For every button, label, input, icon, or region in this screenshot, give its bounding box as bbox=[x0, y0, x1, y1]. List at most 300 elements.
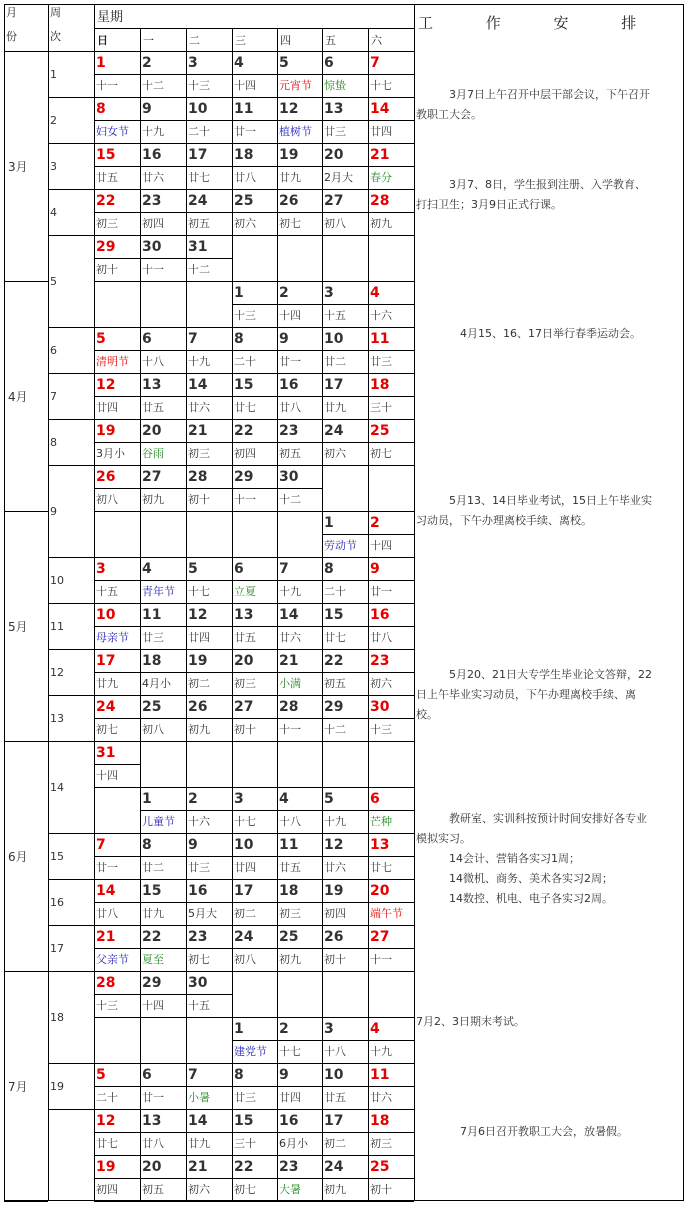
lunar-label: 植树节 bbox=[279, 125, 312, 138]
day-number: 28 bbox=[370, 192, 390, 209]
grid-line-horizontal bbox=[48, 1063, 94, 1064]
lunar-label: 初十 bbox=[96, 263, 118, 276]
grid-line-horizontal bbox=[4, 971, 48, 972]
month-header-line-1: 月 bbox=[6, 6, 17, 19]
grid-line-horizontal bbox=[94, 281, 414, 282]
lunar-label: 廿六 bbox=[142, 171, 164, 184]
day-number: 22 bbox=[234, 422, 254, 439]
grid-line-horizontal bbox=[140, 994, 186, 995]
day-number: 14 bbox=[370, 100, 390, 117]
lunar-label: 初五 bbox=[324, 677, 346, 690]
lunar-label: 十七 bbox=[370, 79, 392, 92]
week-number: 16 bbox=[50, 895, 64, 909]
day-number: 8 bbox=[142, 836, 152, 853]
grid-line-horizontal bbox=[277, 626, 322, 627]
week-number: 8 bbox=[50, 435, 57, 449]
lunar-label: 十一 bbox=[142, 263, 164, 276]
day-number: 29 bbox=[324, 698, 344, 715]
grid-line-horizontal bbox=[4, 741, 48, 742]
lunar-label: 劳动节 bbox=[324, 539, 357, 552]
grid-line-horizontal bbox=[94, 580, 140, 581]
lunar-label: 十四 bbox=[234, 79, 256, 92]
note-line: 7月6日召开教职工大会，放暑假。 bbox=[416, 1125, 628, 1138]
lunar-label: 初九 bbox=[188, 723, 210, 736]
lunar-label: 初三 bbox=[279, 907, 301, 920]
grid-line-horizontal bbox=[186, 948, 232, 949]
day-number: 3 bbox=[188, 54, 198, 71]
grid-line-horizontal bbox=[322, 442, 368, 443]
work-plan-note bbox=[414, 971, 683, 1063]
lunar-label: 母亲节 bbox=[96, 631, 129, 644]
work-plan-note bbox=[414, 51, 683, 143]
day-number: 24 bbox=[234, 928, 254, 945]
grid-line-horizontal bbox=[48, 695, 94, 696]
lunar-label: 十三 bbox=[234, 309, 256, 322]
grid-line-vertical bbox=[322, 28, 323, 1200]
day-number: 10 bbox=[96, 606, 116, 623]
lunar-label: 廿八 bbox=[279, 401, 301, 414]
lunar-label: 初七 bbox=[96, 723, 118, 736]
day-number: 20 bbox=[324, 146, 344, 163]
day-number: 8 bbox=[324, 560, 334, 577]
lunar-label: 廿四 bbox=[370, 125, 392, 138]
grid-line-horizontal bbox=[277, 304, 322, 305]
lunar-label: 廿六 bbox=[324, 861, 346, 874]
grid-line-horizontal bbox=[322, 1178, 368, 1179]
day-number: 25 bbox=[234, 192, 254, 209]
grid-line-vertical bbox=[4, 4, 5, 1201]
lunar-label: 初八 bbox=[324, 217, 346, 230]
week-number: 6 bbox=[50, 343, 57, 357]
grid-line-horizontal bbox=[140, 396, 186, 397]
day-number: 24 bbox=[324, 1158, 344, 1175]
note-line: 教职工大会。 bbox=[416, 108, 482, 121]
note-line: 习动员，下午办理离校手续、离校。 bbox=[416, 514, 592, 527]
lunar-label: 初七 bbox=[234, 1183, 256, 1196]
day-number: 11 bbox=[370, 1066, 390, 1083]
grid-line-horizontal bbox=[48, 327, 94, 328]
lunar-label: 十五 bbox=[188, 999, 210, 1012]
grid-line-vertical bbox=[277, 28, 278, 1200]
lunar-label: 十七 bbox=[279, 1045, 301, 1058]
grid-line-horizontal bbox=[140, 718, 186, 719]
grid-line-horizontal bbox=[232, 442, 277, 443]
grid-line-horizontal bbox=[94, 925, 414, 926]
day-number: 17 bbox=[96, 652, 116, 669]
lunar-label: 十八 bbox=[279, 815, 301, 828]
lunar-label: 大暑 bbox=[279, 1183, 301, 1196]
grid-line-horizontal bbox=[232, 626, 277, 627]
grid-line-horizontal bbox=[368, 948, 414, 949]
day-number: 24 bbox=[188, 192, 208, 209]
grid-line-horizontal bbox=[48, 97, 94, 98]
lunar-label: 初四 bbox=[142, 217, 164, 230]
grid-line-horizontal bbox=[94, 994, 140, 995]
grid-line-horizontal bbox=[140, 350, 186, 351]
day-number: 5 bbox=[324, 790, 334, 807]
lunar-label: 廿九 bbox=[188, 1137, 210, 1150]
month-header-line-2: 份 bbox=[6, 30, 17, 43]
note-line: 打扫卫生；3月9日正式行课。 bbox=[416, 198, 562, 211]
grid-line-horizontal bbox=[368, 166, 414, 167]
lunar-label: 初六 bbox=[188, 1183, 210, 1196]
grid-line-horizontal bbox=[368, 672, 414, 673]
day-number: 11 bbox=[279, 836, 299, 853]
grid-line-horizontal bbox=[94, 120, 140, 121]
lunar-label: 初三 bbox=[188, 447, 210, 460]
grid-line-horizontal bbox=[94, 1201, 414, 1202]
week-number: 18 bbox=[50, 1010, 64, 1024]
lunar-label: 端午节 bbox=[370, 907, 403, 920]
grid-line-horizontal bbox=[94, 741, 414, 742]
grid-line-horizontal bbox=[94, 511, 414, 512]
day-number: 19 bbox=[279, 146, 299, 163]
grid-line-horizontal bbox=[186, 580, 232, 581]
grid-line-horizontal bbox=[232, 1132, 277, 1133]
day-number: 22 bbox=[324, 652, 344, 669]
grid-line-horizontal bbox=[368, 212, 414, 213]
grid-line-horizontal bbox=[94, 488, 140, 489]
grid-line-horizontal bbox=[140, 856, 186, 857]
lunar-label: 廿八 bbox=[370, 631, 392, 644]
lunar-label: 十一 bbox=[279, 723, 301, 736]
grid-line-horizontal bbox=[368, 1178, 414, 1179]
lunar-label: 初十 bbox=[370, 1183, 392, 1196]
grid-line-horizontal bbox=[368, 810, 414, 811]
day-number: 5 bbox=[96, 1066, 106, 1083]
grid-line-horizontal bbox=[368, 396, 414, 397]
grid-line-horizontal bbox=[277, 74, 322, 75]
lunar-label: 十三 bbox=[96, 999, 118, 1012]
grid-line-horizontal bbox=[94, 143, 414, 144]
lunar-label: 6月小 bbox=[279, 1137, 308, 1150]
lunar-label: 廿一 bbox=[370, 585, 392, 598]
lunar-label: 初八 bbox=[142, 723, 164, 736]
lunar-label: 十三 bbox=[188, 79, 210, 92]
lunar-label: 廿四 bbox=[279, 1091, 301, 1104]
lunar-label: 初二 bbox=[234, 907, 256, 920]
grid-line-horizontal bbox=[48, 189, 94, 190]
day-number: 17 bbox=[324, 376, 344, 393]
lunar-label: 十二 bbox=[142, 79, 164, 92]
note-line: 日上午毕业实习动员，下午办理离校手续、离 bbox=[416, 688, 636, 701]
grid-line-horizontal bbox=[368, 902, 414, 903]
grid-line-horizontal bbox=[48, 833, 94, 834]
lunar-label: 廿一 bbox=[234, 125, 256, 138]
grid-line-horizontal bbox=[322, 350, 368, 351]
grid-line-horizontal bbox=[4, 511, 48, 512]
grid-line-horizontal bbox=[48, 649, 94, 650]
grid-line-horizontal bbox=[186, 442, 232, 443]
lunar-label: 初九 bbox=[324, 1183, 346, 1196]
lunar-label: 春分 bbox=[370, 171, 392, 184]
day-number: 7 bbox=[96, 836, 106, 853]
grid-line-horizontal bbox=[94, 833, 414, 834]
lunar-label: 廿五 bbox=[324, 1091, 346, 1104]
lunar-label: 立夏 bbox=[234, 585, 256, 598]
grid-line-horizontal bbox=[232, 1086, 277, 1087]
grid-line-horizontal bbox=[48, 1109, 94, 1110]
day-number: 4 bbox=[142, 560, 152, 577]
grid-line-horizontal bbox=[368, 718, 414, 719]
day-number: 24 bbox=[96, 698, 116, 715]
day-number: 9 bbox=[188, 836, 198, 853]
weekday-header: 日 bbox=[97, 34, 108, 47]
day-number: 9 bbox=[279, 1066, 289, 1083]
day-number: 23 bbox=[142, 192, 162, 209]
lunar-label: 小暑 bbox=[188, 1091, 210, 1104]
grid-line-horizontal bbox=[94, 856, 140, 857]
day-number: 26 bbox=[279, 192, 299, 209]
grid-line-horizontal bbox=[322, 304, 368, 305]
grid-line-horizontal bbox=[94, 74, 140, 75]
month-column-header bbox=[4, 4, 48, 51]
grid-line-horizontal bbox=[94, 258, 140, 259]
grid-line-horizontal bbox=[368, 304, 414, 305]
grid-line-horizontal bbox=[368, 1040, 414, 1041]
grid-line-horizontal bbox=[94, 166, 140, 167]
lunar-label: 廿五 bbox=[142, 401, 164, 414]
grid-line-horizontal bbox=[368, 626, 414, 627]
lunar-label: 初二 bbox=[188, 677, 210, 690]
grid-line-horizontal bbox=[94, 1155, 414, 1156]
week-number: 3 bbox=[50, 159, 57, 173]
lunar-label: 小满 bbox=[279, 677, 301, 690]
grid-line-horizontal bbox=[232, 948, 277, 949]
grid-line-horizontal bbox=[186, 350, 232, 351]
grid-line-horizontal bbox=[94, 626, 140, 627]
day-number: 18 bbox=[142, 652, 162, 669]
day-number: 21 bbox=[370, 146, 390, 163]
grid-line-vertical bbox=[94, 4, 95, 1200]
work-plan-note bbox=[414, 787, 683, 925]
lunar-label: 初九 bbox=[142, 493, 164, 506]
grid-line-horizontal bbox=[368, 534, 414, 535]
grid-line-horizontal bbox=[140, 1086, 186, 1087]
grid-line-horizontal bbox=[368, 1132, 414, 1133]
grid-line-horizontal bbox=[94, 350, 140, 351]
grid-line-horizontal bbox=[322, 120, 368, 121]
day-number: 23 bbox=[370, 652, 390, 669]
grid-line-horizontal bbox=[94, 419, 414, 420]
grid-line-horizontal bbox=[186, 258, 232, 259]
grid-line-horizontal bbox=[186, 120, 232, 121]
day-number: 25 bbox=[279, 928, 299, 945]
work-plan-note bbox=[414, 419, 683, 603]
grid-line-horizontal bbox=[232, 672, 277, 673]
lunar-label: 初二 bbox=[324, 1137, 346, 1150]
day-number: 27 bbox=[234, 698, 254, 715]
grid-line-horizontal bbox=[277, 1086, 322, 1087]
grid-line-horizontal bbox=[368, 580, 414, 581]
day-number: 3 bbox=[324, 284, 334, 301]
day-number: 13 bbox=[370, 836, 390, 853]
day-number: 23 bbox=[188, 928, 208, 945]
week-number: 1 bbox=[50, 67, 57, 81]
day-number: 5 bbox=[96, 330, 106, 347]
grid-line-vertical bbox=[48, 4, 49, 1200]
day-number: 18 bbox=[279, 882, 299, 899]
week-header-line-1: 周 bbox=[50, 6, 61, 19]
lunar-label: 廿二 bbox=[324, 355, 346, 368]
week-number: 9 bbox=[50, 504, 57, 518]
grid-line-horizontal bbox=[140, 120, 186, 121]
week-number: 2 bbox=[50, 113, 57, 127]
week-header-line-2: 次 bbox=[50, 30, 61, 43]
grid-line-horizontal bbox=[232, 120, 277, 121]
day-number: 19 bbox=[96, 422, 116, 439]
day-number: 4 bbox=[279, 790, 289, 807]
week-number: 19 bbox=[50, 1079, 64, 1093]
lunar-label: 初七 bbox=[279, 217, 301, 230]
day-number: 12 bbox=[324, 836, 344, 853]
lunar-label: 十四 bbox=[96, 769, 118, 782]
grid-line-horizontal bbox=[140, 626, 186, 627]
note-line: 5月13、14日毕业考试，15日上午毕业实 bbox=[416, 494, 652, 507]
grid-line-horizontal bbox=[140, 902, 186, 903]
lunar-label: 初六 bbox=[370, 677, 392, 690]
lunar-label: 初八 bbox=[96, 493, 118, 506]
lunar-label: 廿一 bbox=[142, 1091, 164, 1104]
work-plan-note bbox=[414, 603, 683, 787]
grid-line-horizontal bbox=[322, 74, 368, 75]
day-number: 16 bbox=[279, 1112, 299, 1129]
grid-line-horizontal bbox=[277, 120, 322, 121]
day-number: 4 bbox=[370, 1020, 380, 1037]
grid-line-horizontal bbox=[140, 1178, 186, 1179]
day-number: 6 bbox=[370, 790, 380, 807]
grid-line-vertical bbox=[368, 28, 369, 1200]
lunar-label: 十二 bbox=[279, 493, 301, 506]
day-number: 1 bbox=[324, 514, 334, 531]
grid-line-horizontal bbox=[277, 166, 322, 167]
grid-line-horizontal bbox=[94, 28, 414, 29]
lunar-label: 初五 bbox=[188, 217, 210, 230]
grid-line-horizontal bbox=[94, 557, 414, 558]
grid-line-horizontal bbox=[368, 442, 414, 443]
grid-line-horizontal bbox=[94, 603, 414, 604]
lunar-label: 惊蛰 bbox=[324, 79, 346, 92]
grid-line-vertical bbox=[140, 28, 141, 1200]
work-plan-note bbox=[414, 143, 683, 235]
month-label: 7月 bbox=[8, 1079, 28, 1094]
grid-line-horizontal bbox=[140, 442, 186, 443]
grid-line-horizontal bbox=[94, 902, 140, 903]
grid-line-horizontal bbox=[94, 672, 140, 673]
grid-line-horizontal bbox=[232, 718, 277, 719]
day-number: 19 bbox=[96, 1158, 116, 1175]
grid-line-horizontal bbox=[368, 120, 414, 121]
lunar-label: 廿四 bbox=[96, 401, 118, 414]
weekday-group-header: 星期 bbox=[97, 10, 124, 25]
work-plan-title: 工 作 安 排 bbox=[418, 14, 661, 32]
grid-line-horizontal bbox=[186, 994, 232, 995]
grid-line-horizontal bbox=[94, 189, 414, 190]
grid-line-horizontal bbox=[322, 672, 368, 673]
week-number: 13 bbox=[50, 711, 64, 725]
day-number: 6 bbox=[142, 1066, 152, 1083]
week-number: 12 bbox=[50, 665, 64, 679]
week-column-header bbox=[48, 4, 94, 51]
grid-line-horizontal bbox=[94, 396, 140, 397]
day-number: 22 bbox=[234, 1158, 254, 1175]
grid-line-horizontal bbox=[322, 166, 368, 167]
day-number: 7 bbox=[370, 54, 380, 71]
grid-line-horizontal bbox=[4, 51, 414, 52]
day-number: 25 bbox=[370, 422, 390, 439]
lunar-label: 廿七 bbox=[324, 631, 346, 644]
grid-line-horizontal bbox=[140, 74, 186, 75]
lunar-label: 父亲节 bbox=[96, 953, 129, 966]
week-number: 11 bbox=[50, 619, 64, 633]
lunar-label: 廿八 bbox=[96, 907, 118, 920]
day-number: 28 bbox=[188, 468, 208, 485]
grid-line-horizontal bbox=[322, 626, 368, 627]
lunar-label: 十七 bbox=[188, 585, 210, 598]
lunar-label: 廿八 bbox=[234, 171, 256, 184]
day-number: 9 bbox=[142, 100, 152, 117]
grid-line-horizontal bbox=[368, 856, 414, 857]
grid-line-horizontal bbox=[94, 1109, 414, 1110]
grid-line-horizontal bbox=[94, 649, 414, 650]
lunar-label: 十五 bbox=[324, 309, 346, 322]
day-number: 4 bbox=[370, 284, 380, 301]
grid-line-horizontal bbox=[94, 879, 414, 880]
grid-line-horizontal bbox=[186, 672, 232, 673]
day-number: 16 bbox=[142, 146, 162, 163]
lunar-label: 十二 bbox=[188, 263, 210, 276]
day-number: 18 bbox=[370, 1112, 390, 1129]
day-number: 29 bbox=[96, 238, 116, 255]
grid-line-horizontal bbox=[322, 212, 368, 213]
grid-line-horizontal bbox=[186, 718, 232, 719]
day-number: 3 bbox=[324, 1020, 334, 1037]
lunar-label: 4月小 bbox=[142, 677, 171, 690]
lunar-label: 廿七 bbox=[96, 1137, 118, 1150]
day-number: 5 bbox=[188, 560, 198, 577]
grid-line-horizontal bbox=[94, 695, 414, 696]
grid-line-horizontal bbox=[186, 626, 232, 627]
lunar-label: 初六 bbox=[234, 217, 256, 230]
grid-line-horizontal bbox=[277, 1178, 322, 1179]
grid-line-horizontal bbox=[48, 557, 94, 558]
grid-line-horizontal bbox=[186, 856, 232, 857]
lunar-label: 初七 bbox=[188, 953, 210, 966]
week-number: 15 bbox=[50, 849, 64, 863]
grid-line-horizontal bbox=[94, 465, 414, 466]
grid-line-horizontal bbox=[186, 1178, 232, 1179]
day-number: 20 bbox=[142, 1158, 162, 1175]
grid-line-horizontal bbox=[322, 948, 368, 949]
weekday-header: 六 bbox=[371, 34, 382, 47]
lunar-label: 廿九 bbox=[96, 677, 118, 690]
day-number: 1 bbox=[234, 1020, 244, 1037]
lunar-label: 廿六 bbox=[188, 401, 210, 414]
lunar-label: 廿四 bbox=[234, 861, 256, 874]
grid-line-horizontal bbox=[322, 810, 368, 811]
day-number: 31 bbox=[96, 744, 116, 761]
lunar-label: 三十 bbox=[234, 1137, 256, 1150]
day-number: 15 bbox=[324, 606, 344, 623]
grid-line-horizontal bbox=[94, 1086, 140, 1087]
lunar-label: 二十 bbox=[324, 585, 346, 598]
lunar-label: 廿七 bbox=[370, 861, 392, 874]
lunar-label: 初五 bbox=[279, 447, 301, 460]
grid-line-horizontal bbox=[140, 166, 186, 167]
grid-line-horizontal bbox=[322, 1132, 368, 1133]
lunar-label: 廿五 bbox=[96, 171, 118, 184]
day-number: 10 bbox=[324, 330, 344, 347]
